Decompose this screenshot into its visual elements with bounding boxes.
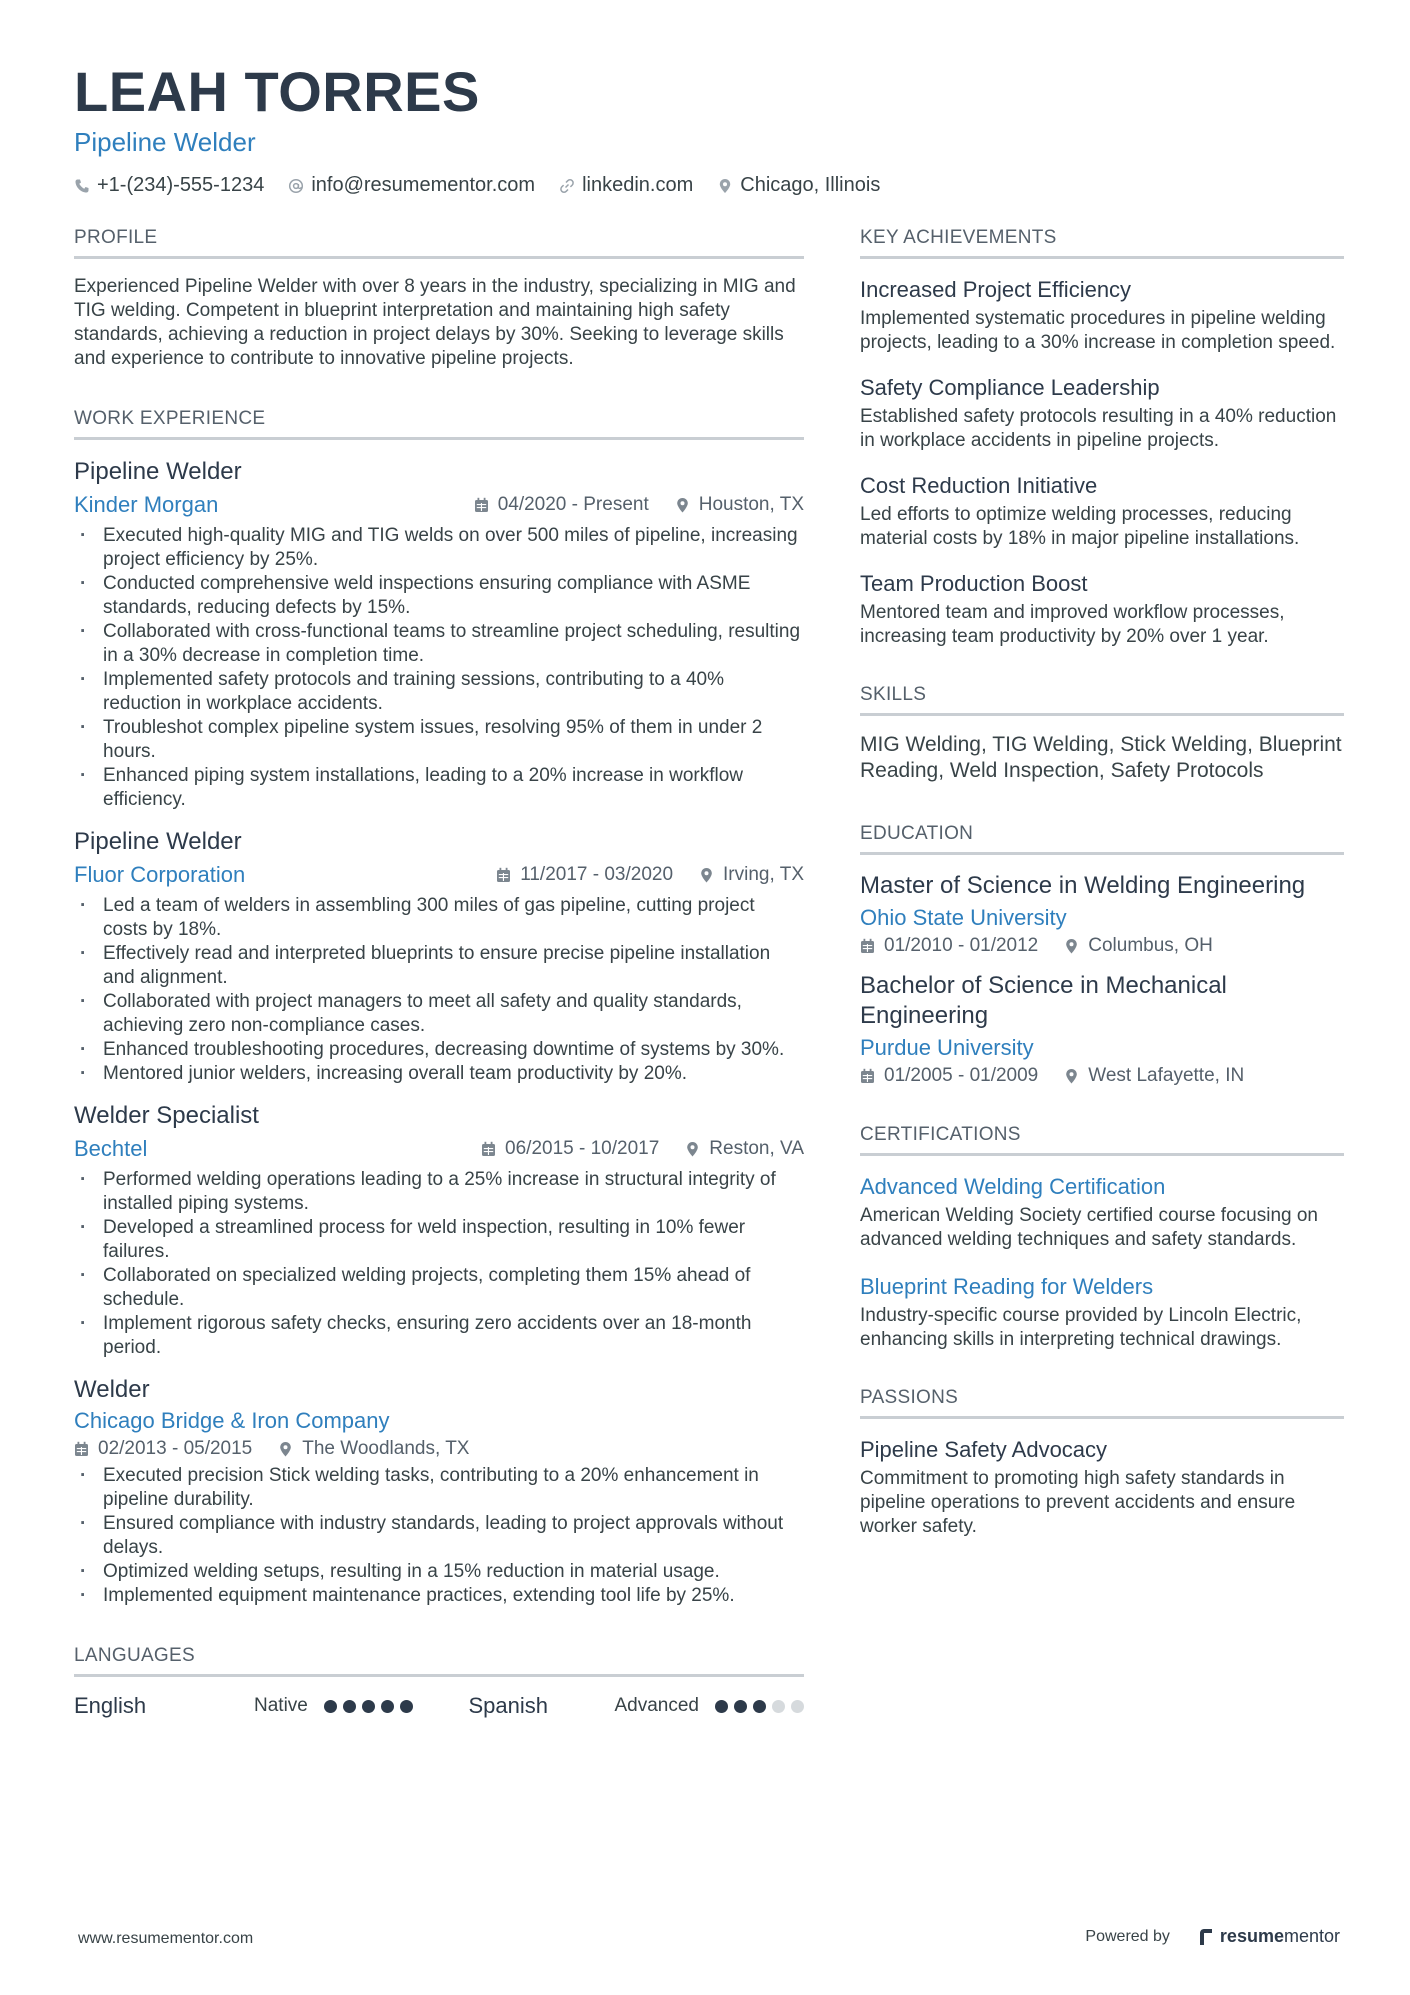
job-bullet: · Implement rigorous safety checks, ensuring zero accidents over an 18-month period. <box>74 1312 804 1360</box>
education-location <box>1064 935 1213 957</box>
at-icon <box>288 178 304 194</box>
location-icon <box>675 497 690 513</box>
job-bullet: · Enhanced troubleshooting procedures, decreasing downtime of systems by 30%. <box>74 1038 804 1062</box>
contact-email-text: info@resumementor.com <box>311 174 536 196</box>
contact-linkedin-text: linkedin.com <box>582 174 694 196</box>
achievement-item <box>860 373 1344 453</box>
contact-phone[interactable] <box>74 174 264 197</box>
job-meta <box>481 1138 804 1160</box>
job-bullet: · Collaborated with cross-functional teams to streamline project scheduling, resulting in a 30% decrease in completion time. <box>74 620 804 668</box>
link-icon <box>559 178 575 194</box>
brand-logo[interactable] <box>1198 1926 1340 1947</box>
company-name: Chicago Bridge & Iron Company <box>74 1408 390 1433</box>
job-location-text: The Woodlands, TX <box>302 1438 470 1459</box>
calendar-icon <box>860 938 875 954</box>
job-location <box>699 864 804 886</box>
calendar-icon <box>860 1068 875 1084</box>
certification-text: Industry-specific course provided by Lincoln Electric, enhancing skills in interpreting technical drawings. <box>860 1305 1302 1350</box>
job-location <box>675 494 804 516</box>
job-bullet: · Ensured compliance with industry standards, leading to project approvals without delays. <box>74 1512 804 1560</box>
job-bullet: · Executed high-quality MIG and TIG welds on over 500 miles of pipeline, increasing project efficiency by 25%. <box>74 524 804 572</box>
certifications-section <box>860 1123 1344 1352</box>
education-school: Purdue University <box>860 1035 1034 1060</box>
rating-dot-filled <box>324 1700 337 1713</box>
brand-rest: mentor <box>1283 1926 1340 1946</box>
certifications-heading: CERTIFICATIONS <box>860 1123 1344 1156</box>
job-meta-row <box>74 490 804 520</box>
education-meta <box>860 1065 1344 1087</box>
job-meta <box>74 1438 804 1460</box>
language-name: Spanish <box>468 1693 548 1718</box>
achievement-text: Led efforts to optimize welding processes, reducing material costs by 18% in major pipeline installations. <box>860 504 1300 549</box>
certification-item <box>860 1272 1344 1352</box>
job-bullet: · Optimized welding setups, resulting in a 15% reduction in material usage. <box>74 1560 804 1584</box>
job-dates-text: 02/2013 - 05/2015 <box>98 1438 253 1459</box>
resumementor-logo-icon <box>1198 1928 1214 1946</box>
passions-heading: PASSIONS <box>860 1386 1344 1419</box>
job-dates-text: 11/2017 - 03/2020 <box>520 864 674 885</box>
job-meta-row <box>74 1134 804 1164</box>
language-rating <box>715 1700 804 1713</box>
job-location-text: Houston, TX <box>698 494 804 515</box>
contact-email[interactable] <box>288 174 535 197</box>
job-bullets <box>74 524 804 812</box>
job-bullet: · Implemented safety protocols and training sessions, contributing to a 40% reduction in workplace accidents. <box>74 668 804 716</box>
job-bullet: · Implemented equipment maintenance practices, extending tool life by 25%. <box>74 1584 804 1608</box>
education-dates <box>860 1065 1038 1087</box>
rating-dot-filled <box>381 1700 394 1713</box>
passions-section <box>860 1386 1344 1539</box>
experience-section <box>74 407 804 1608</box>
languages-section <box>74 1644 804 1719</box>
profile-section <box>74 226 804 371</box>
certification-text: American Welding Society certified course focusing on advanced welding techniques and safety standards. <box>860 1205 1318 1250</box>
job-bullet: · Executed precision Stick welding tasks, contributing to a 20% enhancement in pipeline durability. <box>74 1464 804 1512</box>
language-level: Native <box>254 1695 308 1716</box>
certification-item <box>860 1172 1344 1252</box>
achievement-item <box>860 471 1344 551</box>
location-icon <box>685 1141 700 1157</box>
education-heading: EDUCATION <box>860 822 1344 855</box>
job-entry <box>74 1100 804 1360</box>
powered-by-label: Powered by <box>1085 1927 1170 1945</box>
certification-title: Blueprint Reading for Welders <box>860 1274 1154 1299</box>
location-icon <box>1064 938 1079 954</box>
job-bullet: · Led a team of welders in assembling 300 miles of gas pipeline, cutting project costs by 18%. <box>74 894 804 942</box>
job-title: Welder Specialist <box>74 1102 259 1129</box>
rating-dot-empty <box>772 1700 785 1713</box>
phone-icon <box>74 178 90 194</box>
achievement-text: Mentored team and improved workflow processes, increasing team productivity by 20% over 1 year. <box>860 602 1285 647</box>
rating-dot-filled <box>343 1700 356 1713</box>
location-icon <box>717 178 733 194</box>
achievement-item <box>860 275 1344 355</box>
skills-heading: SKILLS <box>860 683 1344 716</box>
achievement-title: Team Production Boost <box>860 571 1088 596</box>
company-name: Kinder Morgan <box>74 492 219 517</box>
skills-section <box>860 683 1344 784</box>
achievement-text: Implemented systematic procedures in pipeline welding projects, leading to a 30% increase in completion speed. <box>860 308 1336 353</box>
job-dates <box>496 864 673 886</box>
achievements-heading: KEY ACHIEVEMENTS <box>860 226 1344 259</box>
calendar-icon <box>481 1141 496 1157</box>
job-bullet: · Developed a streamlined process for weld inspection, resulting in 10% fewer failures. <box>74 1216 804 1264</box>
left-column <box>74 226 804 1759</box>
education-dates-text: 01/2005 - 01/2009 <box>884 1065 1039 1086</box>
profile-heading: PROFILE <box>74 226 804 259</box>
footer-powered <box>1085 1926 1340 1947</box>
language-item <box>74 1693 413 1719</box>
contact-phone-text: +1-(234)-555-1234 <box>97 174 265 196</box>
education-item <box>860 871 1344 957</box>
contact-list <box>74 174 1344 197</box>
passion-item <box>860 1435 1344 1539</box>
calendar-icon <box>496 867 511 883</box>
brand-bold: resume <box>1219 1926 1284 1946</box>
job-location <box>685 1138 804 1160</box>
job-entry <box>74 826 804 1086</box>
candidate-role: Pipeline Welder <box>74 127 256 157</box>
passion-title: Pipeline Safety Advocacy <box>860 1437 1108 1462</box>
company-name: Fluor Corporation <box>74 862 246 887</box>
job-dates <box>474 494 649 516</box>
education-degree: Bachelor of Science in Mechanical Engineering <box>860 972 1227 1029</box>
achievement-text: Established safety protocols resulting in a 40% reduction in workplace accidents in pipeline projects. <box>860 406 1337 451</box>
job-title: Pipeline Welder <box>74 828 242 855</box>
job-location-text: Reston, VA <box>709 1138 804 1159</box>
achievement-title: Safety Compliance Leadership <box>860 375 1160 400</box>
job-bullet: · Collaborated on specialized welding projects, completing them 15% ahead of schedule. <box>74 1264 804 1312</box>
language-rating <box>324 1700 413 1713</box>
job-bullet: · Collaborated with project managers to meet all safety and quality standards, achieving zero non-compliance cases. <box>74 990 804 1038</box>
job-dates <box>481 1138 659 1160</box>
contact-location <box>717 174 880 197</box>
right-column <box>860 226 1344 1579</box>
resume-header <box>74 60 1344 197</box>
rating-dot-filled <box>753 1700 766 1713</box>
education-location <box>1064 1065 1244 1087</box>
calendar-icon <box>74 1441 89 1457</box>
education-location-text: West Lafayette, IN <box>1088 1065 1245 1086</box>
rating-dot-filled <box>715 1700 728 1713</box>
job-bullet: · Conducted comprehensive weld inspections ensuring compliance with ASME standards, reducing defects by 15%. <box>74 572 804 620</box>
education-meta <box>860 935 1344 957</box>
education-section <box>860 822 1344 1087</box>
rating-dot-filled <box>734 1700 747 1713</box>
education-school: Ohio State University <box>860 905 1067 930</box>
job-dates <box>74 1438 252 1460</box>
language-name: English <box>74 1693 147 1718</box>
languages-list <box>74 1693 804 1719</box>
job-meta-row <box>74 860 804 890</box>
job-bullet: · Enhanced piping system installations, leading to a 20% increase in workflow efficiency. <box>74 764 804 812</box>
contact-linkedin[interactable] <box>559 174 693 197</box>
job-bullet: · Performed welding operations leading to a 25% increase in structural integrity of installed piping systems. <box>74 1168 804 1216</box>
experience-heading: WORK EXPERIENCE <box>74 407 804 440</box>
rating-dot-filled <box>400 1700 413 1713</box>
education-dates-text: 01/2010 - 01/2012 <box>884 935 1039 956</box>
education-dates <box>860 935 1038 957</box>
education-item <box>860 971 1344 1087</box>
contact-location-text: Chicago, Illinois <box>740 174 881 196</box>
calendar-icon <box>474 497 489 513</box>
job-entry <box>74 1374 804 1608</box>
job-meta <box>496 864 804 886</box>
job-bullets <box>74 1464 804 1608</box>
job-bullets <box>74 894 804 1086</box>
location-icon <box>1064 1068 1079 1084</box>
profile-text: Experienced Pipeline Welder with over 8 years in the industry, specializing in MIG and TIG welding. Competent in blueprint interpretation and maintaining high safety standards, achieving a reduction in project delays by 30%. Seeking to leverage skills and experience to contribute to innovative pipeline projects. <box>74 276 796 369</box>
job-dates-text: 06/2015 - 10/2017 <box>505 1138 660 1159</box>
location-icon <box>278 1441 293 1457</box>
job-location <box>278 1438 469 1460</box>
education-location-text: Columbus, OH <box>1088 935 1213 956</box>
skills-text: MIG Welding, TIG Welding, Stick Welding, Blueprint Reading, Weld Inspection, Safety Protocols <box>860 733 1342 782</box>
company-name: Bechtel <box>74 1136 148 1161</box>
achievements-section <box>860 226 1344 649</box>
job-title: Pipeline Welder <box>74 458 242 485</box>
achievement-title: Cost Reduction Initiative <box>860 473 1098 498</box>
education-degree: Master of Science in Welding Engineering <box>860 872 1306 899</box>
language-level: Advanced <box>614 1695 699 1716</box>
rating-dot-empty <box>791 1700 804 1713</box>
job-bullet: · Mentored junior welders, increasing overall team productivity by 20%. <box>74 1062 804 1086</box>
languages-heading: LANGUAGES <box>74 1644 804 1677</box>
job-location-text: Irving, TX <box>723 864 804 885</box>
location-icon <box>699 867 714 883</box>
certification-title: Advanced Welding Certification <box>860 1174 1166 1199</box>
job-dates-text: 04/2020 - Present <box>497 494 649 515</box>
job-meta <box>474 494 804 516</box>
language-item <box>468 1693 804 1719</box>
job-bullet: · Effectively read and interpreted blueprints to ensure precise pipeline installation and alignment. <box>74 942 804 990</box>
footer-website[interactable]: www.resumementor.com <box>78 1930 254 1947</box>
rating-dot-filled <box>362 1700 375 1713</box>
job-title: Welder <box>74 1376 150 1403</box>
candidate-name: LEAH TORRES <box>74 60 480 123</box>
job-bullet: · Troubleshot complex pipeline system issues, resolving 95% of them in under 2 hours. <box>74 716 804 764</box>
job-entry <box>74 456 804 812</box>
passion-text: Commitment to promoting high safety standards in pipeline operations to prevent accidents and ensure worker safety. <box>860 1468 1296 1537</box>
job-bullets <box>74 1168 804 1360</box>
achievement-item <box>860 569 1344 649</box>
achievement-title: Increased Project Efficiency <box>860 277 1132 302</box>
